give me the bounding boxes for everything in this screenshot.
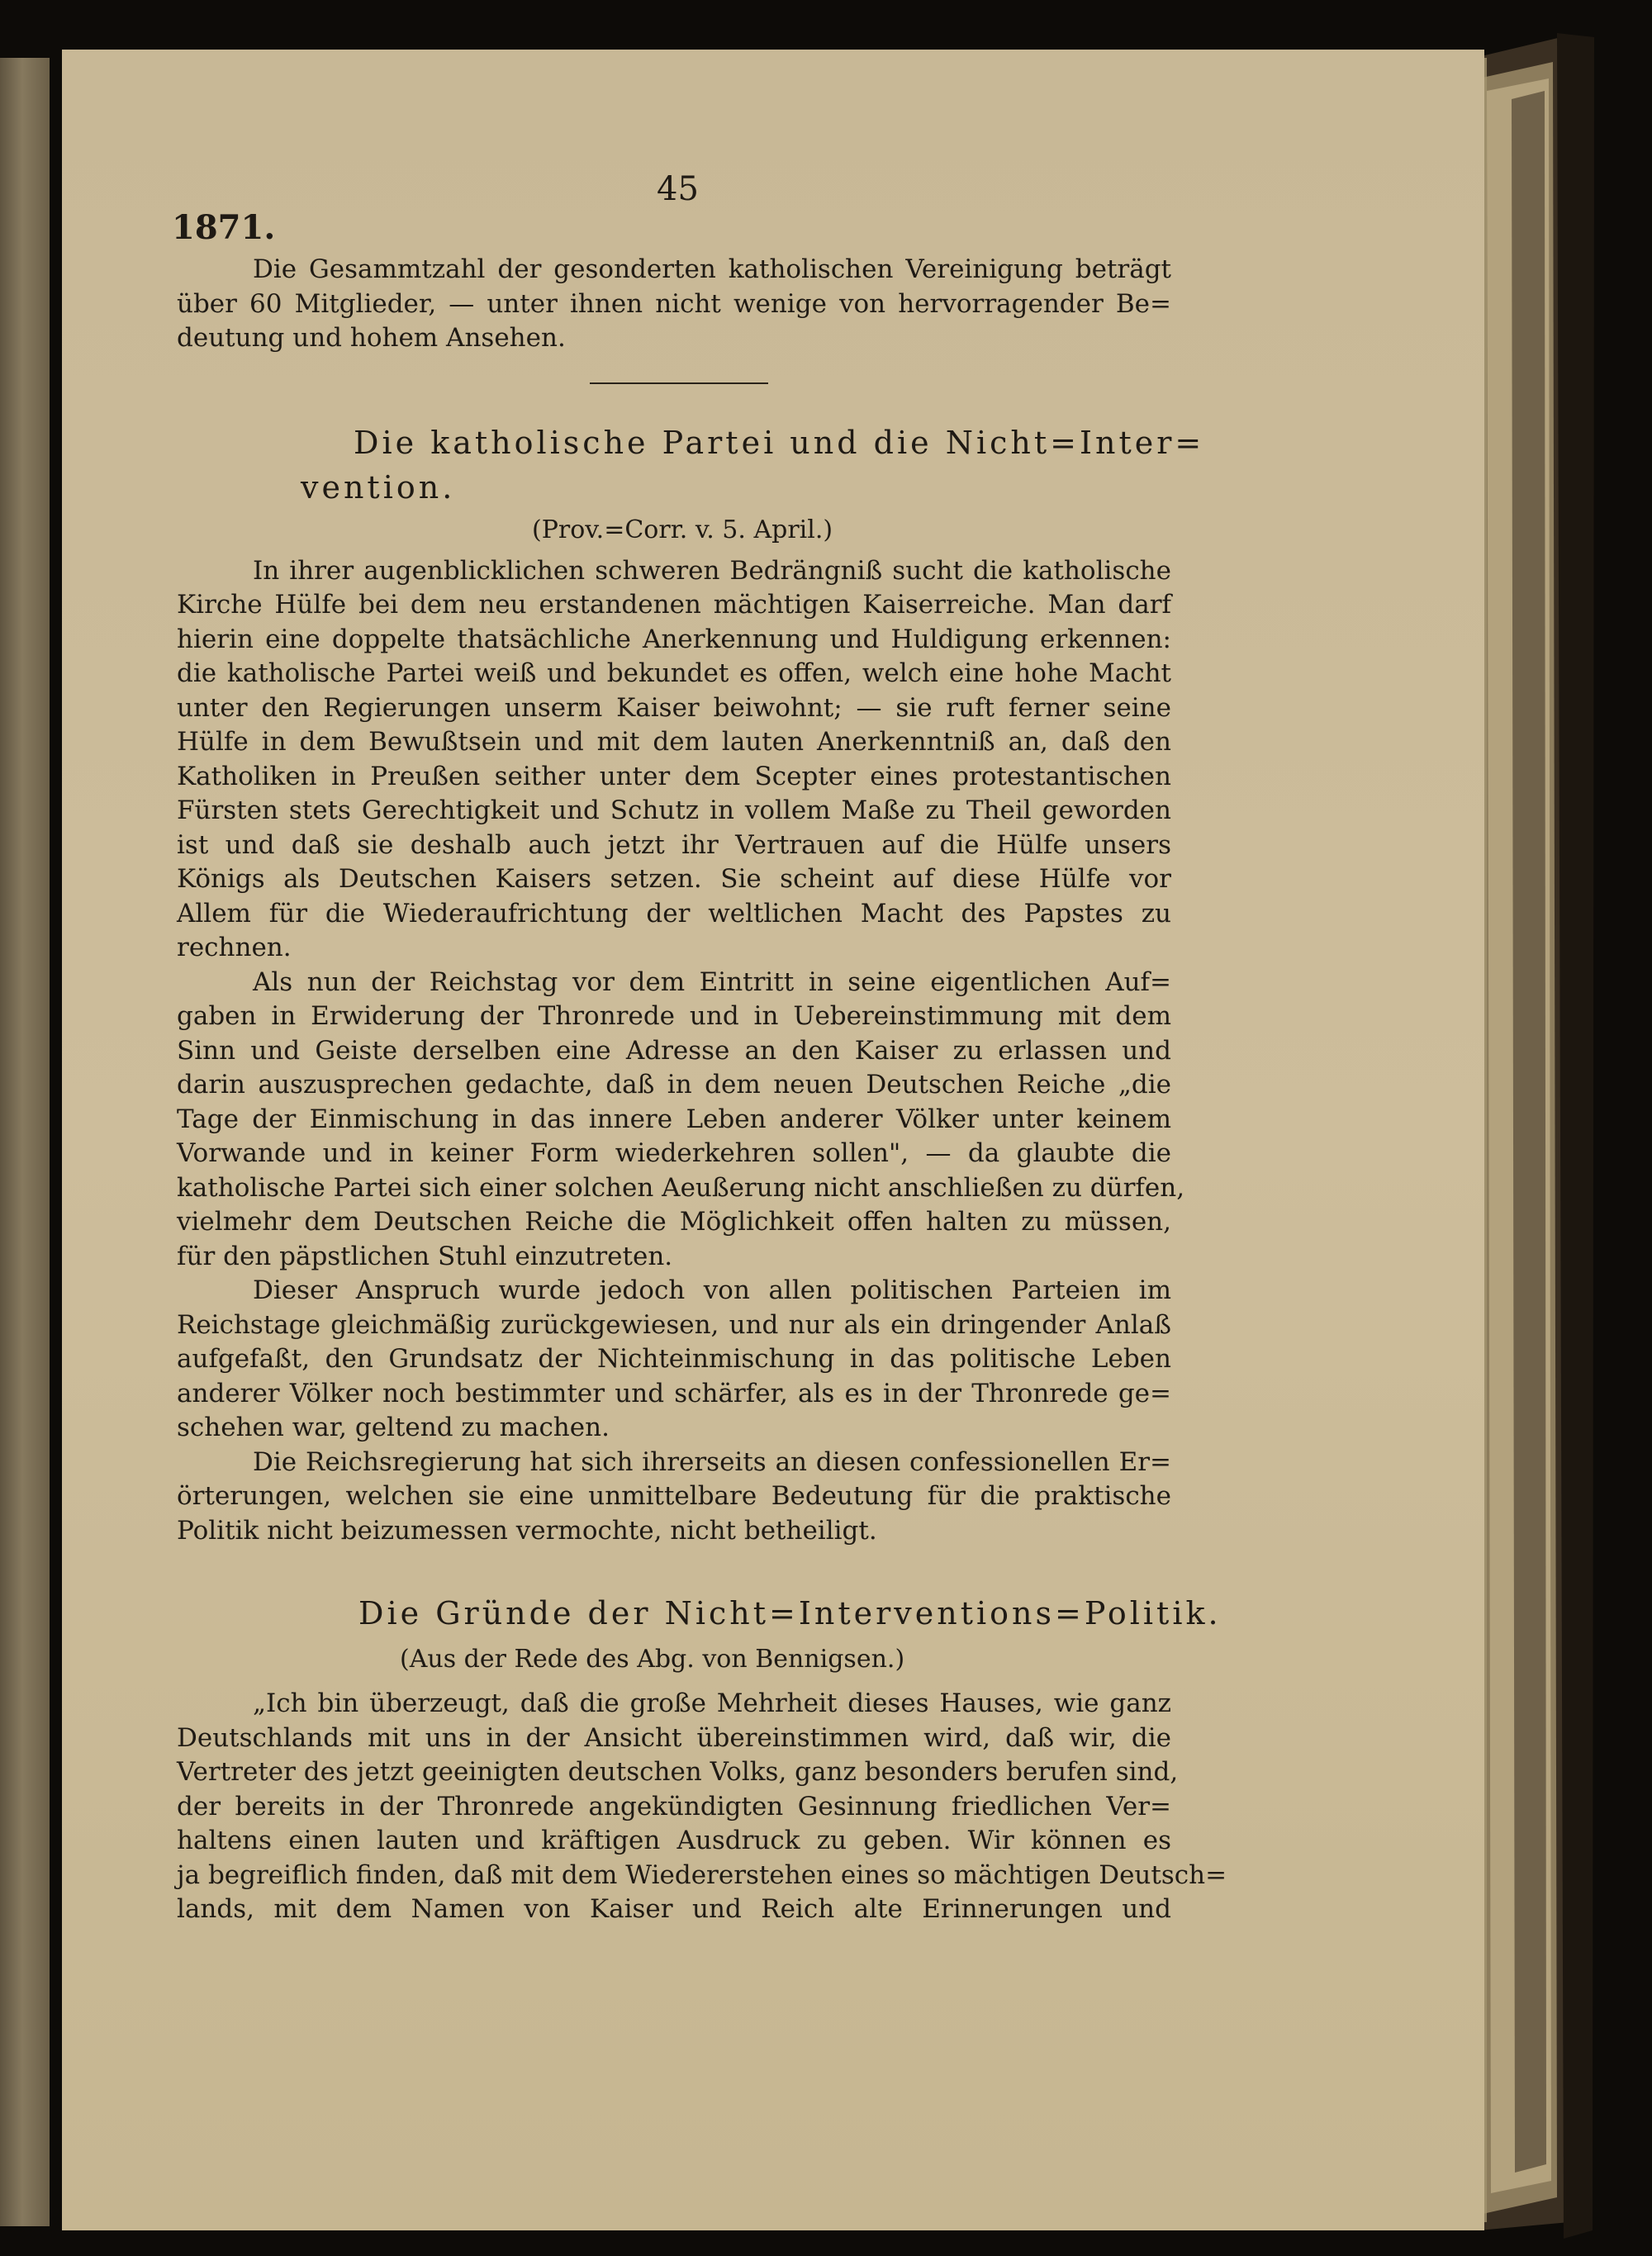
text-line: Die Reichsregierung hat sich ihrerseits an diesen confessionellen Er=	[253, 1446, 1171, 1477]
left-page-edge	[0, 58, 50, 2226]
text-line: Tage der Einmischung in das innere Leben anderer Völker unter keinem	[177, 1104, 1171, 1134]
text-line: unter den Regierungen unserm Kaiser beiwohnt; — sie ruft ferner seine	[177, 692, 1171, 723]
text-line: für den päpstlichen Stuhl einzutreten.	[177, 1241, 673, 1271]
text-line: Dieser Anspruch wurde jedoch von allen politischen Parteien im	[253, 1275, 1171, 1305]
paragraph	[177, 966, 1185, 1275]
text-line: Deutschlands mit uns in der Ansicht übereinstimmen wird, daß wir, die	[177, 1722, 1171, 1753]
text-line: aufgefaßt, den Grundsatz der Nichteinmischung in das politische Leben	[177, 1344, 1171, 1374]
running-year: 1871.	[172, 208, 276, 247]
text-line: gaben in Erwiderung der Thronrede und in Uebereinstimmung mit dem	[177, 1001, 1171, 1031]
text-line: hierin eine doppelte thatsächliche Anerkennung und Huldigung erkennen:	[177, 624, 1171, 654]
paragraph	[177, 1446, 1171, 1549]
section-divider	[590, 382, 768, 384]
text-line: Allem für die Wiederaufrichtung der weltlichen Macht des Papstes zu	[177, 898, 1171, 929]
text-line: Katholiken in Preußen seither unter dem Scepter eines protestantischen	[177, 761, 1171, 791]
text-line: ja begreiflich finden, daß mit dem Wiedererstehen eines so mächtigen Deutsch=	[177, 1859, 1227, 1890]
text-line: „Ich bin überzeugt, daß die große Mehrheit dieses Hauses, wie ganz	[253, 1688, 1171, 1718]
text-line: Vertreter des jetzt geeinigten deutschen Volks, ganz besonders berufen sind,	[177, 1757, 1179, 1787]
text-line: die katholische Partei weiß und bekundet es offen, welch eine hohe Macht	[177, 658, 1171, 688]
text-line: Kirche Hülfe bei dem neu erstandenen mächtigen Kaiserreiche. Man darf	[177, 590, 1171, 620]
intro-line: über 60 Mitglieder, — unter ihnen nicht wenige von hervorragender Be=	[177, 288, 1171, 319]
text-line: anderer Völker noch bestimmter und schärfer, als es in der Thronrede ge=	[177, 1378, 1171, 1408]
text-line: rechnen.	[177, 933, 292, 962]
page-number: 45	[657, 170, 699, 208]
page-text	[177, 253, 1227, 1927]
text-line: schehen war, geltend zu machen.	[177, 1413, 610, 1442]
text-line: darin auszusprechen gedachte, daß in dem neuen Deutschen Reiche „die	[177, 1070, 1171, 1100]
section-source: (Prov.=Corr. v. 5. April.)	[532, 515, 833, 544]
text-line: Sinn und Geiste derselben eine Adresse an den Kaiser zu erlassen und	[177, 1035, 1171, 1066]
text-line: Vorwande und in keiner Form wiederkehren sollen", — da glaubte die	[177, 1138, 1171, 1168]
text-line: Hülfe in dem Bewußtsein und mit dem lauten Anerkenntniß an, daß den	[177, 727, 1171, 757]
text-line: Reichstage gleichmäßig zurückgewiesen, und nur als ein dringender Anlaß	[177, 1309, 1171, 1340]
text-line: katholische Partei sich einer solchen Aeußerung nicht anschließen zu dürfen,	[177, 1172, 1185, 1203]
section-heading: vention.	[301, 468, 456, 506]
text-line: ist und daß sie deshalb auch jetzt ihr Vertrauen auf die Hülfe unsers	[177, 829, 1171, 860]
text-line: haltens einen lauten und kräftigen Ausdruck zu geben. Wir können es	[177, 1826, 1171, 1855]
paragraph	[177, 554, 1171, 966]
text-line: Als nun der Reichstag vor dem Eintritt in seine eigentlichen Auf=	[253, 967, 1171, 997]
paragraph	[177, 1274, 1171, 1446]
intro-line: Die Gesammtzahl der gesonderten katholischen Vereinigung beträgt	[253, 254, 1171, 284]
text-line: vielmehr dem Deutschen Reiche die Möglichkeit offen halten zu müssen,	[177, 1207, 1171, 1237]
section-heading: Die katholische Partei und die Nicht=Inter=	[354, 424, 1205, 461]
text-line: Königs als Deutschen Kaisers setzen. Sie scheint auf diese Hülfe vor	[177, 864, 1171, 894]
section-heading: Die Gründe der Nicht=Interventions=Politik.	[358, 1595, 1222, 1631]
intro-line: deutung und hohem Ansehen.	[177, 323, 566, 353]
section-source: (Aus der Rede des Abg. von Bennigsen.)	[400, 1645, 905, 1674]
text-line: örterungen, welchen sie eine unmittelbare Bedeutung für die praktische	[177, 1481, 1171, 1511]
text-line: Fürsten stets Gerechtigkeit und Schutz in vollem Maße zu Theil geworden	[177, 796, 1171, 825]
text-line: In ihrer augenblicklichen schweren Bedrängniß sucht die katholische	[253, 555, 1171, 586]
paragraph	[177, 1687, 1227, 1927]
text-line: lands, mit dem Namen von Kaiser und Reich alte Erinnerungen und	[177, 1894, 1171, 1924]
text-line: der bereits in der Thronrede angekündigten Gesinnung friedlichen Ver=	[177, 1791, 1171, 1821]
text-line: Politik nicht beizumessen vermochte, nicht betheiligt.	[177, 1515, 877, 1546]
